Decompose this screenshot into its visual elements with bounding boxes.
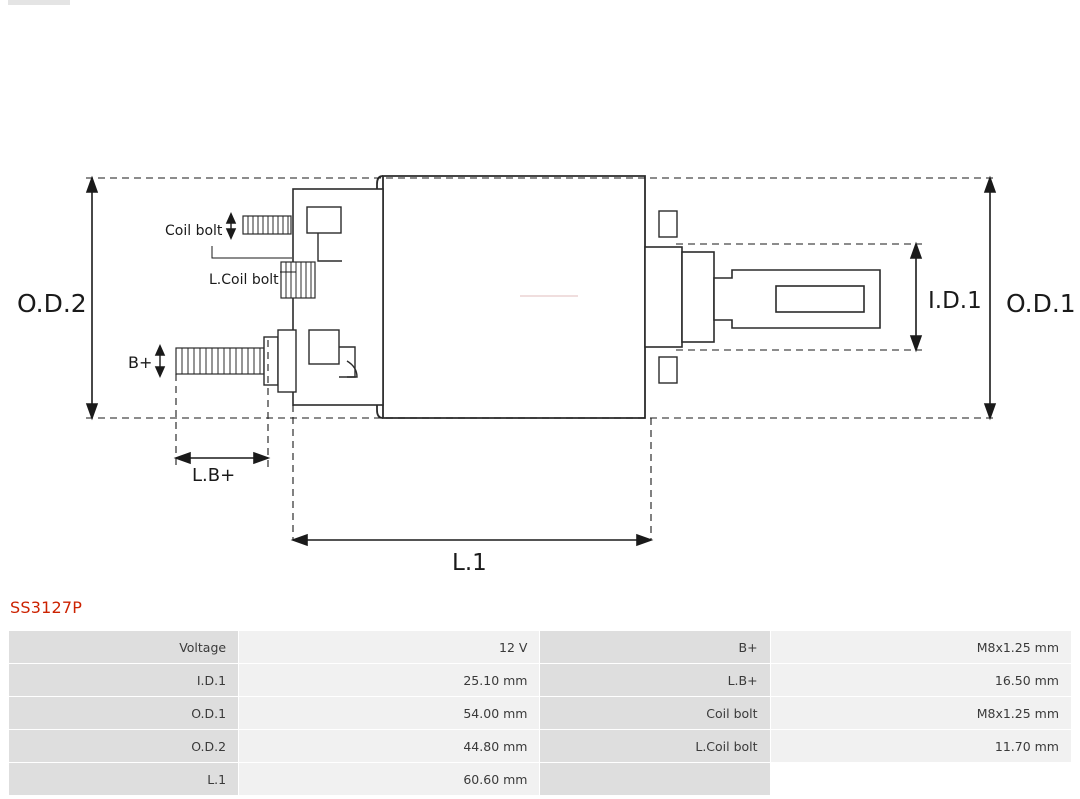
spec-value: 12 V: [239, 631, 540, 664]
spec-label: L.Coil bolt: [540, 730, 770, 763]
table-row: [9, 730, 1072, 763]
label-od1: O.D.1: [1006, 289, 1076, 318]
label-lbplus: L.B+: [192, 465, 236, 486]
spec-label-empty: [540, 763, 770, 796]
specifications-table: [8, 630, 1072, 796]
spec-value: 16.50 mm: [770, 664, 1071, 697]
label-l1: L.1: [452, 550, 487, 576]
spec-value: 44.80 mm: [239, 730, 540, 763]
table-row: [9, 763, 1072, 796]
b-plus-stud: [176, 330, 296, 392]
spec-value: 60.60 mm: [239, 763, 540, 796]
table-row: [9, 697, 1072, 730]
spec-value: M8x1.25 mm: [770, 631, 1071, 664]
l-coil-bolt-stud: [281, 262, 315, 298]
table-row: [9, 664, 1072, 697]
spec-value: 54.00 mm: [239, 697, 540, 730]
spec-label: Coil bolt: [540, 697, 770, 730]
spec-value: M8x1.25 mm: [770, 697, 1071, 730]
spec-label: L.B+: [540, 664, 770, 697]
spec-label: I.D.1: [9, 664, 239, 697]
label-od2: O.D.2: [17, 289, 87, 318]
spec-label: Voltage: [9, 631, 239, 664]
spec-value: 11.70 mm: [770, 730, 1071, 763]
table-row: [9, 631, 1072, 664]
spec-label: L.1: [9, 763, 239, 796]
spec-value: 25.10 mm: [239, 664, 540, 697]
solenoid-body: [383, 176, 645, 418]
spec-label: B+: [540, 631, 770, 664]
spec-label: O.D.2: [9, 730, 239, 763]
right-housing: [645, 247, 682, 347]
spec-value-empty: [770, 763, 1071, 796]
coil-bolt-stud: [243, 216, 291, 234]
label-id1: I.D.1: [928, 288, 982, 314]
label-bplus: B+: [128, 353, 153, 372]
label-l-coil-bolt: L.Coil bolt: [209, 272, 279, 288]
label-coil-bolt: Coil bolt: [165, 223, 223, 239]
part-number: SS3127P: [10, 598, 83, 617]
spec-label: O.D.1: [9, 697, 239, 730]
